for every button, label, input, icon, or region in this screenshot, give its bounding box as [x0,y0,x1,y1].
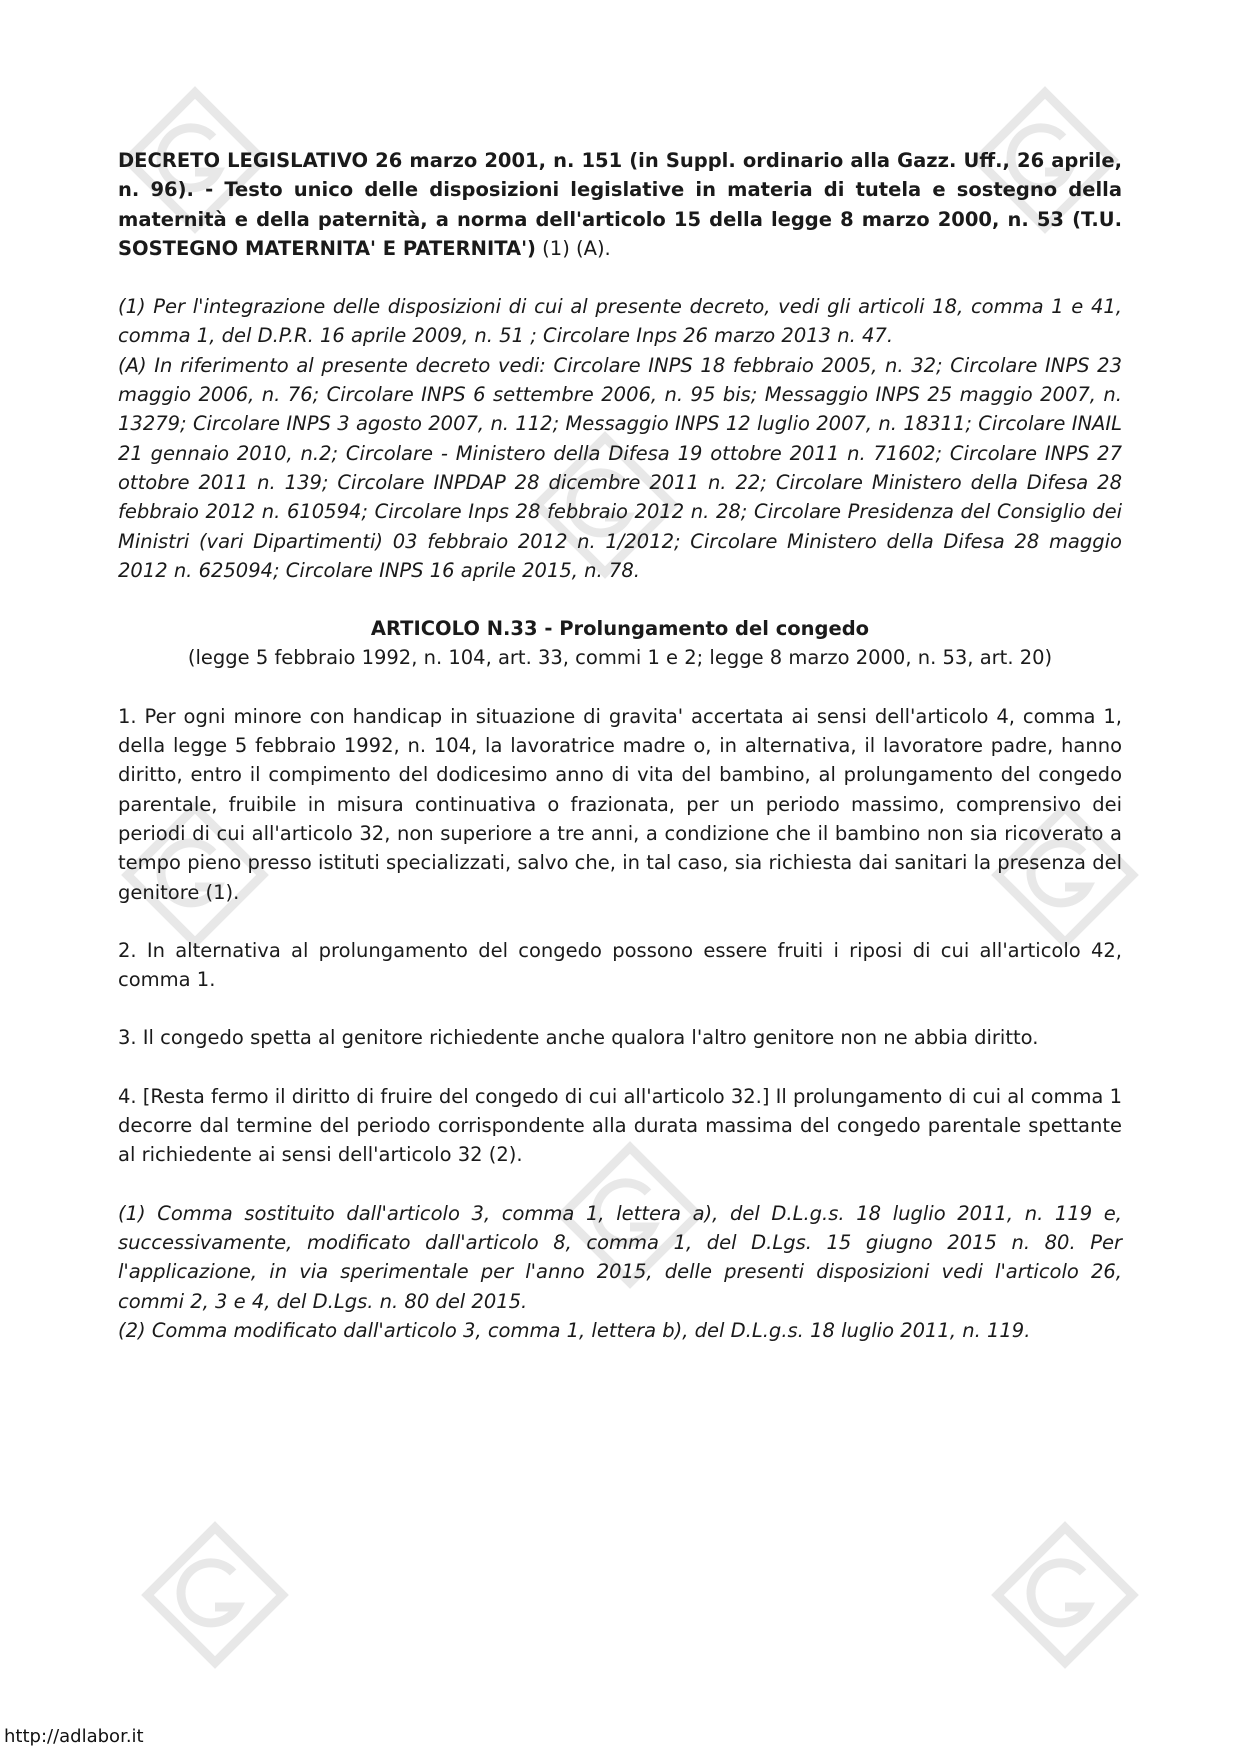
article-paragraph-4: 4. [Resta fermo il diritto di fruire del congedo di cui all'articolo 32.] Il prolungamento di cui al comma 1 decorre dal termine del periodo corrispondente alla durata massima del congedo parentale spettante al richiedente ai sensi dell'articolo 32 (2). [118,1084,1122,1167]
header-note-a: (A) In riferimento al presente decreto vedi: Circolare INPS 18 febbraio 2005, n. 32; Circolare INPS 23 maggio 2006, n. 76; Circolare INPS 6 settembre 2006, n. 95 bis; Messaggio INPS 25 maggio 2007, n. 13279; Circolare INPS 3 agosto 2007, n. 112; Messaggio INPS 12 luglio 2007, n. 18311; Circolare INAIL 21 gennaio 2010, n.2; Circolare - Ministero della Difesa 19 ottobre 2011 n. 71602; Circolare INPS 27 ottobre 2011 n. 139; Circolare INPDAP 28 dicembre 2011 n. 22; Circolare Ministero della Difesa 28 febbraio 2012 n. 610594; Circolare Inps 28 febbraio 2012 n. 28; Circolare Presidenza del Consiglio dei Ministri (vari Dipartimenti) 03 febbraio 2012 n. 1/2012; Circolare Ministero della Difesa 28 maggio 2012 n. 625094; Circolare INPS 16 aprile 2015, n. 78. [118,353,1122,582]
article-paragraph-2: 2. In alternativa al prolungamento del congedo possono essere fruiti i riposi di cui all'articolo 42, comma 1. [118,938,1122,992]
footer-url-link[interactable]: http://adlabor.it [4,1726,144,1747]
watermark-logo-icon [140,1520,290,1670]
article-footnote-2: (2) Comma modificato dall'articolo 3, comma 1, lettera b), del D.L.g.s. 18 luglio 2011, n. 119. [118,1318,1031,1342]
watermark-logo-icon [990,1520,1140,1670]
article-footnote-1: (1) Comma sostituito dall'articolo 3, comma 1, lettera a), del D.L.g.s. 18 luglio 2011, n. 119 e, successivamente, modificato dall'articolo 8, comma 1, del D.Lgs. 15 giugno 2015 n. 80. Per l'applicazione, in via sperimentale per l'anno 2015, delle presenti disposizioni vedi l'articolo 26, commi 2, 3 e 4, del D.Lgs. n. 80 del 2015. [118,1201,1122,1313]
document-page [118,146,1122,1345]
decree-title [118,146,1122,263]
article-paragraph-3: 3. Il congedo spetta al genitore richiedente anche qualora l'altro genitore non ne abbia diritto. [118,1026,1039,1050]
header-note-1: (1) Per l'integrazione delle disposizioni di cui al presente decreto, vedi gli articoli 18, comma 1 e 41, comma 1, del D.P.R. 16 aprile 2009, n. 51 ; Circolare Inps 26 marzo 2013 n. 47. [118,295,1122,348]
article-subheading: (legge 5 febbraio 1992, n. 104, art. 33, commi 1 e 2; legge 8 marzo 2000, n. 53, art. 20) [187,646,1053,670]
decree-title-bold: DECRETO LEGISLATIVO 26 marzo 2001, n. 151 (in Suppl. ordinario alla Gazz. Uff., 26 aprile, n. 96). - Testo unico delle disposizioni legislative in materia di tutela e sostegno della maternità e della paternità, a norma dell'articolo 15 della legge 8 marzo 2000, n. 53 (T.U. SOSTEGNO MATERNITA' E PATERNITA') [118,149,1122,260]
decree-title-notes: (1) (A). [535,236,611,260]
article-paragraph-1: 1. Per ogni minore con handicap in situazione di gravita' accertata ai sensi dell'articolo 4, comma 1, della legge 5 febbraio 1992, n. 104, la lavoratrice madre o, in alternativa, il lavoratore padre, hanno diritto, entro il compimento del dodicesimo anno di vita del bambino, al prolungamento del congedo parentale, fruibile in misura continuativa o frazionata, per un periodo massimo, comprensivo dei periodi di cui all'articolo 32, non superiore a tre anni, a condizione che il bambino non sia ricoverato a tempo pieno presso istituti specializzati, salvo che, in tal caso, sia richiesta dai sanitari la presenza del genitore (1). [118,704,1122,904]
article-heading: ARTICOLO N.33 - Prolungamento del congedo [370,617,870,641]
